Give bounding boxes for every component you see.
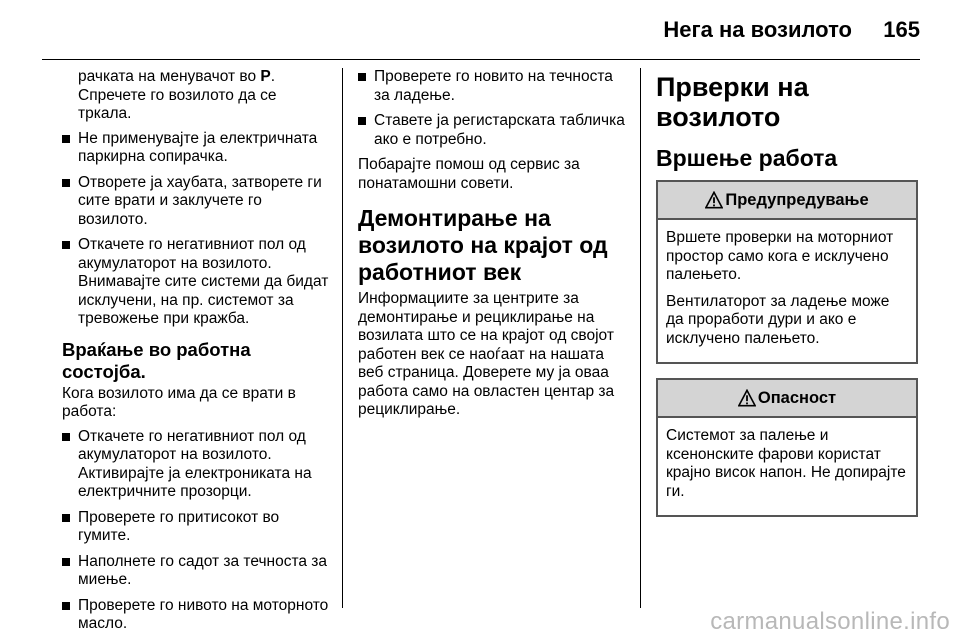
page-subtitle: Вршење работа xyxy=(656,145,838,171)
list-item xyxy=(358,112,630,149)
column-2 xyxy=(358,68,630,426)
header-rule xyxy=(42,59,920,60)
header-title: Нега на возилото xyxy=(663,17,852,42)
list-item-text: Откачете го негативниот пол од акумулаторот на возилото. Внимавајте сите системи да бидат исклучени, на пр. системот за тревожење при кражба. xyxy=(78,236,329,327)
list-item xyxy=(62,509,334,546)
page-header xyxy=(0,0,960,60)
square-bullet-icon xyxy=(358,73,366,81)
warning-paragraph: Вршете проверки на моторниот простор само кога е исклучено палењето. xyxy=(666,229,894,283)
column-divider-2 xyxy=(640,68,641,608)
intro-punct: . xyxy=(270,68,276,85)
square-bullet-icon xyxy=(62,179,70,187)
column-3 xyxy=(656,62,918,531)
square-bullet-icon xyxy=(62,514,70,522)
warning-heading: Предупредување xyxy=(725,190,869,209)
page-title: Прверки на возилото xyxy=(656,72,809,132)
checklist-1 xyxy=(62,130,334,329)
list-item xyxy=(62,236,334,329)
warning-box xyxy=(656,180,918,364)
danger-box-header xyxy=(658,380,916,418)
danger-box-body xyxy=(658,418,916,515)
square-bullet-icon xyxy=(62,602,70,610)
page-number: 165 xyxy=(883,17,920,42)
section-heading-restore: Враќање во работна состојба. xyxy=(62,338,251,382)
watermark: carmanualsonline.info xyxy=(710,608,950,635)
list-item xyxy=(62,174,334,230)
list-item-text: Ставете ја регистарската табличка ако е потребно. xyxy=(374,112,625,148)
section-text-restore: Кога возилото има да се врати в работа: xyxy=(62,384,296,420)
list-item-text: Проверете го новито на течноста за ладење. xyxy=(374,68,613,104)
column-divider-1 xyxy=(342,68,343,608)
list-item-text: Проверете го притисокот во гумите. xyxy=(78,508,280,544)
service-advice-text: Побарајте помош од сервис за понатамошни совети. xyxy=(358,156,580,192)
danger-paragraph: Системот за палење и ксенонските фарови користат крајно висок напон. Не допирајте ги. xyxy=(666,427,906,500)
warning-paragraph: Вентилаторот за ладење може да проработи дури и ако е исклучено палењето. xyxy=(666,292,890,347)
list-item-text: Отворете ја хаубата, затворете ги сите врати и заклучете го возилото. xyxy=(78,173,322,228)
square-bullet-icon xyxy=(62,135,70,143)
list-item xyxy=(62,597,334,634)
section-heading-end-of-life: Демонтирање на возилото на крајот од работниот век xyxy=(358,205,608,285)
column-1 xyxy=(62,68,334,641)
square-bullet-icon xyxy=(62,241,70,249)
list-item-text: Откачете го негативниот пол од акумулаторот на возилото. Активирајте ја електрониката на електричните прозорци. xyxy=(78,427,312,500)
square-bullet-icon xyxy=(358,117,366,125)
danger-heading: Опасност xyxy=(757,388,837,407)
list-item xyxy=(358,68,630,105)
intro-paragraph xyxy=(78,68,334,124)
intro-rest: Спречете го возилото да се тркала. xyxy=(78,86,277,122)
warning-box-body xyxy=(658,220,916,362)
square-bullet-icon xyxy=(62,433,70,441)
list-item-text: Проверете го нивото на моторното масло. xyxy=(78,596,329,632)
warning-triangle-icon xyxy=(705,191,723,209)
section-text-end-of-life: Информациите за центрите за демонтирање и рециклирање на возилата што се на крајот од својот работен век се наоѓаат на нашата веб страница. Доверете му ја оваа работа само на овластен центар за рециклирање. xyxy=(358,290,615,418)
list-item xyxy=(62,130,334,167)
warning-box-header xyxy=(658,182,916,220)
intro-text: рачката на менувачот во xyxy=(78,68,261,85)
list-item-text: Не применувајте ја електричната паркирна сопирачка. xyxy=(78,129,318,165)
checklist-2 xyxy=(62,428,334,634)
list-item xyxy=(62,428,334,502)
square-bullet-icon xyxy=(62,558,70,566)
list-item xyxy=(62,553,334,590)
gear-p-label: P xyxy=(260,68,271,85)
list-item-text: Наполнете го садот за течноста за миење. xyxy=(78,552,328,588)
danger-box xyxy=(656,378,918,517)
warning-triangle-icon xyxy=(738,389,756,407)
checklist-3 xyxy=(358,68,630,149)
